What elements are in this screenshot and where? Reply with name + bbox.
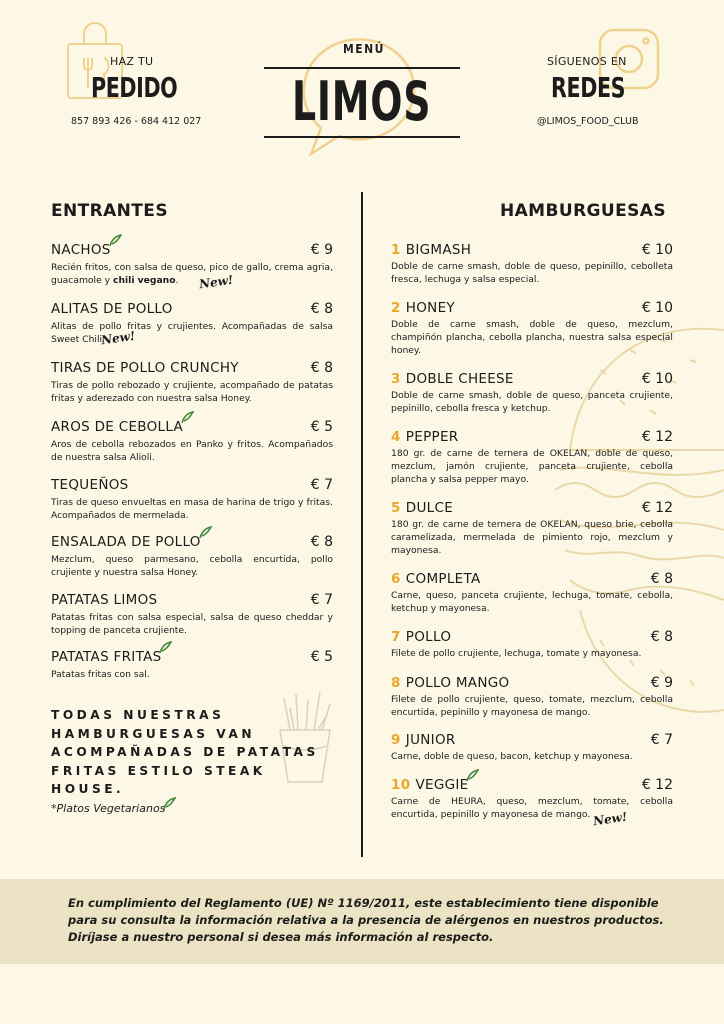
item-description: Doble de carne smash, doble de queso, pepinillo, cebolleta fresca, lechuga y salsa especial.: [391, 261, 673, 286]
item-description: Filete de pollo crujiente, lechuga, tomate y mayonesa.: [391, 648, 642, 659]
item-name-text: AROS DE CEBOLLA: [51, 419, 184, 435]
item-name-text: TEQUEÑOS: [51, 477, 129, 493]
burger-item: [391, 239, 673, 286]
item-description: [51, 611, 333, 637]
item-name: [391, 239, 471, 258]
starter-item: [51, 416, 333, 464]
item-description-text: Recién fritos, con salsa de queso, pico de gallo, crema agria, guacamole y chili vegano.: [51, 262, 333, 287]
item-description: [51, 320, 333, 346]
burger-item: [391, 672, 673, 719]
item-number: 4: [391, 429, 401, 445]
item-name: [391, 297, 455, 316]
item-price: € 5: [310, 419, 333, 435]
item-description: Carne de HEURA, queso, mezclum, tomate, cebolla encurtida, pepinillo y mayonesa de mango.: [391, 796, 673, 821]
new-badge: New!: [100, 328, 137, 348]
item-name-text: HONEY: [405, 300, 455, 316]
item-description: Doble de carne smash, doble de queso, mezclum, champiñón plancha, cebolla plancha, nuestra salsa especial honey.: [391, 319, 673, 357]
item-number: 5: [391, 500, 401, 516]
item-description: [51, 668, 333, 681]
header-line-top: [264, 67, 460, 69]
leaf-icon: [181, 411, 194, 424]
item-name-text: VEGGIE: [415, 777, 469, 793]
item-description-text: Mezclum, queso parmesano, cebolla encurtida, pollo crujiente y nuestra salsa Honey.: [51, 554, 333, 579]
item-name: [391, 774, 479, 793]
item-number: 9: [391, 732, 401, 748]
vegan-highlight: chili vegano: [113, 275, 176, 287]
starter-item: [51, 239, 333, 287]
starter-item: [51, 474, 333, 522]
item-description-text: Patatas fritas con salsa especial, salsa de queso cheddar y topping de panceta crujiente.: [51, 612, 333, 637]
item-name-text: ENSALADA DE POLLO: [51, 534, 201, 550]
order-prompt: HAZ TU: [110, 55, 154, 68]
burgers-title: HAMBURGUESAS: [500, 201, 666, 221]
item-description-text: Aros de cebolla rebozados en Panko y fritos. Acompañados de nuestra salsa Alioli.: [51, 439, 333, 464]
column-divider: [361, 192, 363, 857]
starters-title: ENTRANTES: [51, 201, 168, 221]
item-name: [51, 646, 172, 665]
vegetarian-note: [51, 802, 176, 815]
item-price: € 10: [641, 300, 673, 316]
item-number: 3: [391, 371, 401, 387]
item-name-text: BIGMASH: [405, 242, 472, 258]
item-name: [391, 426, 458, 445]
item-price: € 5: [310, 649, 333, 665]
item-name-text: TIRAS DE POLLO CRUNCHY: [51, 360, 239, 376]
item-description: [51, 261, 333, 287]
header-line-bottom: [264, 136, 460, 138]
starter-item: [51, 531, 333, 579]
item-number: 8: [391, 675, 401, 691]
item-description: Doble de carne smash, doble de queso, panceta crujiente, pepinillo, cebolla fresca y ketchup.: [391, 390, 673, 415]
item-name-text: POLLO: [405, 629, 452, 645]
item-name: [51, 357, 239, 376]
item-description: [51, 553, 333, 579]
item-name: [391, 368, 514, 387]
burger-item: [391, 568, 673, 615]
item-description: Filete de pollo crujiente, queso, tomate, mezclum, cebolla encurtida, pepinillo y mayonesa de mango.: [391, 694, 673, 719]
item-name: [391, 729, 456, 748]
item-name-text: PATATAS LIMOS: [51, 592, 158, 608]
item-description: Carne, queso, panceta crujiente, lechuga, tomate, cebolla, ketchup y mayonesa.: [391, 590, 673, 615]
burger-item: [391, 368, 673, 415]
item-price: € 8: [310, 534, 333, 550]
item-description-text: Tiras de pollo rebozado y crujiente, acompañado de patatas fritas y aderezado con nuestra salsa Honey.: [51, 380, 333, 405]
burger-item: [391, 497, 673, 558]
item-name: [51, 531, 212, 550]
item-name: [51, 298, 173, 317]
item-description: [51, 438, 333, 464]
social-handle[interactable]: @LIMOS_FOOD_CLUB: [537, 116, 639, 127]
item-name-text: PEPPER: [405, 429, 459, 445]
allergen-note: En cumplimiento del Reglamento (UE) Nº 1169/2011, este establecimiento tiene disponible para su consulta la información relativa a la presencia de alérgenos en nuestros productos. Diríjase a nuestro personal si desea más información al respecto.: [68, 896, 664, 944]
item-name-text: JUNIOR: [405, 732, 456, 748]
item-name-text: POLLO MANGO: [405, 675, 510, 691]
item-description: 180 gr. de carne de ternera de OKELAN, queso brie, cebolla caramelizada, mermelada de pimiento rojo, mezclum y mayonesa.: [391, 519, 673, 557]
item-name-text: DULCE: [405, 500, 454, 516]
item-name: [51, 239, 122, 258]
item-number: 1: [391, 242, 401, 258]
item-name: [391, 568, 481, 587]
new-badge: New!: [198, 272, 235, 292]
order-heading: PEDIDO: [91, 71, 178, 104]
starter-item: [51, 298, 333, 346]
leaf-icon: [199, 526, 212, 539]
burger-item: [391, 297, 673, 358]
item-number: 6: [391, 571, 401, 587]
item-price: € 10: [641, 242, 673, 258]
starter-item: [51, 646, 333, 681]
item-number: 10: [391, 777, 411, 793]
item-price: € 9: [650, 675, 673, 691]
brand-name: LIMOS: [292, 70, 432, 133]
item-price: € 10: [641, 371, 673, 387]
item-description: 180 gr. de carne de ternera de OKELAN, doble de queso, mezclum, jamón crujiente, panceta crujiente, cebolla plancha y salsa pepper mayo.: [391, 448, 673, 486]
item-price: € 8: [650, 571, 673, 587]
follow-prompt: SÍGUENOS EN: [547, 55, 627, 68]
burger-item: [391, 729, 673, 763]
item-price: € 8: [310, 360, 333, 376]
item-description-text: Alitas de pollo fritas y crujientes. Acompañadas de salsa Sweet Chili.: [51, 321, 333, 346]
item-description: [51, 379, 333, 405]
burger-item: [391, 426, 673, 487]
item-price: € 12: [641, 429, 673, 445]
item-name-text: NACHOS: [51, 242, 111, 258]
leaf-icon: [109, 234, 122, 247]
leaf-icon: [466, 769, 479, 782]
new-badge: New!: [592, 809, 629, 829]
item-name-text: PATATAS FRITAS: [51, 649, 162, 665]
burger-item: [391, 774, 673, 821]
item-price: € 8: [650, 629, 673, 645]
item-price: € 8: [310, 301, 333, 317]
item-name-text: COMPLETA: [405, 571, 481, 587]
item-price: € 12: [641, 500, 673, 516]
leaf-icon: [163, 797, 176, 810]
item-name: [391, 672, 509, 691]
item-name: [391, 626, 451, 645]
item-name: [51, 474, 129, 493]
leaf-icon: [159, 641, 172, 654]
item-name-text: ALITAS DE POLLO: [51, 301, 173, 317]
item-number: 2: [391, 300, 401, 316]
starter-item: [51, 589, 333, 637]
item-name: [51, 589, 157, 608]
item-description: [51, 496, 333, 522]
item-name: [51, 416, 194, 435]
item-description-text: Patatas fritas con sal.: [51, 669, 150, 680]
vegetarian-note-text: *Platos Vegetarianos: [51, 802, 166, 815]
item-description: Carne, doble de queso, bacon, ketchup y mayonesa.: [391, 751, 633, 762]
item-price: € 9: [310, 242, 333, 258]
item-price: € 7: [650, 732, 673, 748]
menu-label: MENÚ: [343, 42, 385, 56]
fries-promo: TODAS NUESTRAS HAMBURGUESAS VAN ACOMPAÑADAS DE PATATAS FRITAS ESTILO STEAK HOUSE.: [51, 708, 319, 796]
starter-item: [51, 357, 333, 405]
item-name: [391, 497, 453, 516]
item-price: € 7: [310, 592, 333, 608]
item-number: 7: [391, 629, 401, 645]
phone-numbers[interactable]: 857 893 426 - 684 412 027: [71, 116, 202, 127]
item-price: € 12: [641, 777, 673, 793]
burger-item: [391, 626, 673, 660]
item-price: € 7: [310, 477, 333, 493]
item-name-text: DOBLE CHEESE: [405, 371, 514, 387]
item-description-text: Tiras de queso envueltas en masa de harina de trigo y fritas. Acompañados de mermelada.: [51, 497, 333, 522]
social-heading: REDES: [551, 71, 626, 104]
